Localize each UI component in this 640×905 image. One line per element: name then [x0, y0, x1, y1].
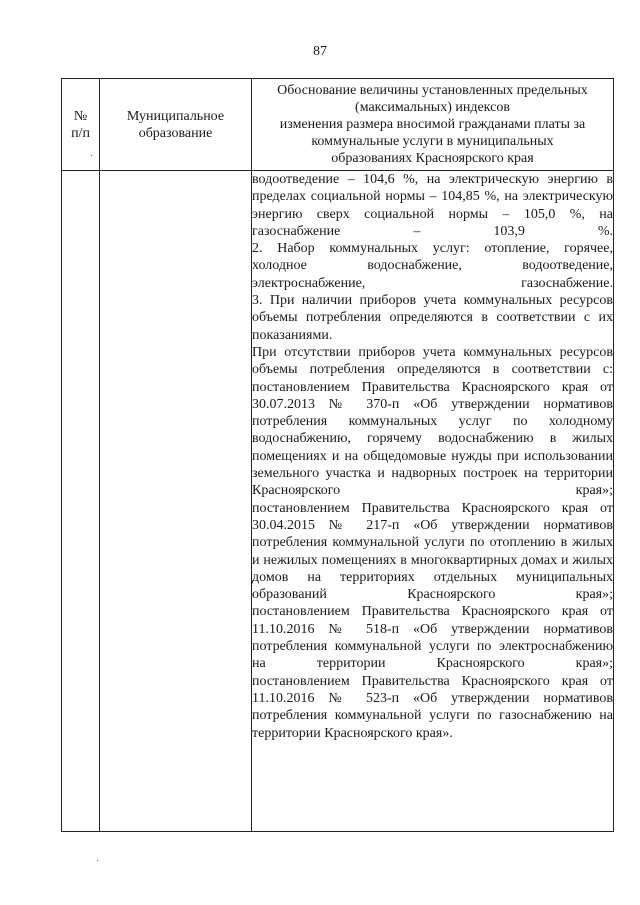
basis-paragraph: постановлением Правительства Красноярского края от 30.07.2013 № 370-п «Об утверждении нормативов потребления коммунальных услуг по холодному водоснабжению, горячему водоснабжению в жилых помещениях и на общедомовые нужды при использовании земельного участка и надворных построек на территории Красноярского края»;	[252, 379, 613, 499]
page-number: 87	[313, 44, 327, 59]
row-basis-cell	[252, 171, 614, 832]
basis-paragraph: постановлением Правительства Красноярского края от 11.10.2016 № 523-п «Об утверждении нормативов потребления коммунальной услуги по газоснабжению на территории Красноярского края».	[252, 673, 613, 741]
header-basis	[252, 79, 614, 171]
basis-paragraph: постановлением Правительства Красноярского края от 11.10.2016 № 518-п «Об утверждении нормативов потребления коммунальной услуги по электроснабжению на территории Красноярского края»;	[252, 604, 613, 672]
basis-paragraph: постановлением Правительства Красноярского края от 30.04.2015 № 217-п «Об утверждении нормативов потребления коммунальной услуги по отоплению в жилых и нежилых помещениях в многоквартирных домах и жилых домов на территориях отдельных муниципальных образований Красноярского края»;	[252, 500, 613, 603]
basis-paragraph: водоотведение – 104,6 %, на электрическую энергию в пределах социальной нормы – 104,85 %, на электрическую энергию сверх социальной нормы – 105,0 %, на газоснабжение – 103,9 %.	[252, 172, 613, 239]
header-number-line: п/п	[71, 125, 90, 141]
row-number-cell	[62, 171, 100, 832]
header-municipality-line: Муниципальное	[126, 108, 225, 124]
row-municipality-cell	[100, 171, 252, 832]
basis-paragraph: 2. Набор коммунальных услуг: отопление, горячее, холодное водоснабжение, водоотведение, электроснабжение, газоснабжение.	[252, 241, 613, 291]
header-basis-line: коммунальные услуги в муниципальных	[311, 134, 554, 149]
table-header-row	[62, 79, 614, 171]
scan-speck: ·	[90, 151, 94, 162]
scan-speck: ·	[96, 856, 100, 867]
header-basis-line: образованиях Красноярского края	[331, 151, 534, 166]
header-basis-line: изменения размера вносимой гражданами платы за	[279, 117, 586, 132]
table-row	[62, 171, 614, 832]
basis-paragraph: 3. При наличии приборов учета коммунальных ресурсов объемы потребления определяются в соответствии с их показаниями.	[252, 293, 613, 343]
basis-paragraph: При отсутствии приборов учета коммунальных ресурсов объемы потребления определяются в соответствии с:	[252, 344, 613, 378]
header-basis-line: (максимальных) индексов	[355, 100, 510, 115]
header-number-line: №	[73, 108, 88, 124]
header-number	[62, 79, 100, 171]
header-municipality-line: образование	[138, 125, 213, 141]
tariff-table	[61, 78, 614, 832]
header-municipality	[100, 79, 252, 171]
header-basis-line: Обоснование величины установленных предельных	[277, 83, 588, 98]
